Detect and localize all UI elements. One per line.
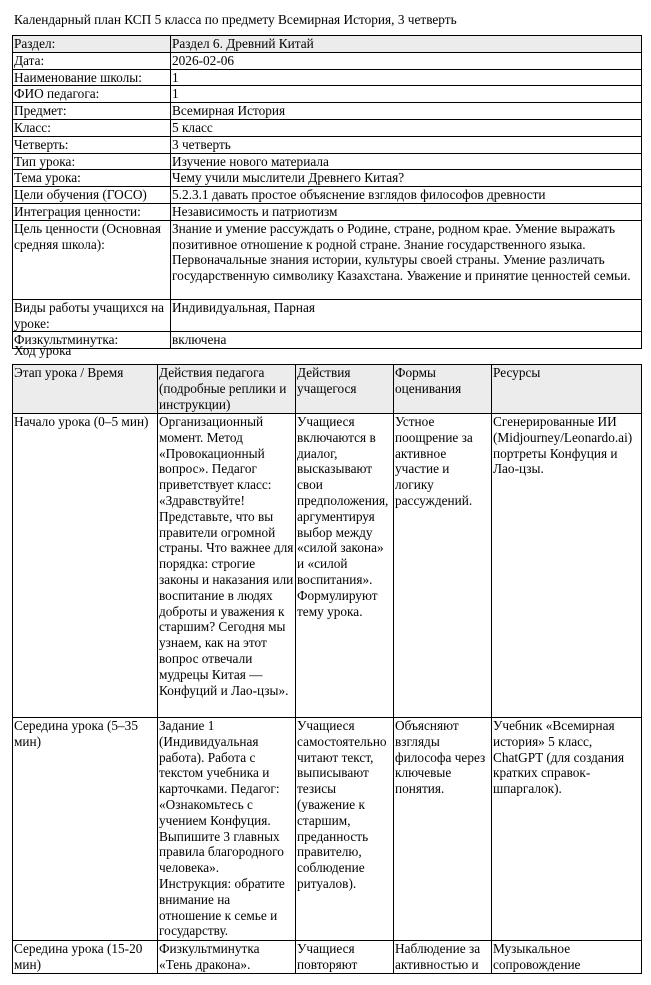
- info-key: Цель ценности (Основная средняя школа):: [13, 220, 171, 299]
- lesson-resources: Учебник «Всемирная история» 5 класс, ChatGPT (для создания кратких справок-шпаргалок).: [492, 718, 642, 941]
- lesson-resources: Сгенерированные ИИ (Midjourney/Leonardo.ai) портреты Конфуция и Лао-цзы.: [492, 414, 642, 718]
- info-row-school: [13, 69, 642, 86]
- info-key: Интеграция ценности:: [13, 203, 171, 220]
- info-key: Цели обучения (ГОСО): [13, 187, 171, 204]
- lesson-progress-heading: Ход урока: [14, 343, 72, 358]
- header-assessment: Формы оценивания: [394, 365, 492, 414]
- lesson-resources: Музыкальное сопровождение: [492, 941, 642, 974]
- info-key: Тема урока:: [13, 170, 171, 187]
- info-row-section: [13, 36, 642, 53]
- lesson-teacher-actions: Физкультминутка «Тень дракона».: [158, 941, 296, 974]
- info-row-value-integration: [13, 203, 642, 220]
- info-row-goals: [13, 187, 642, 204]
- info-key: Тип урока:: [13, 153, 171, 170]
- info-value: 5.2.3.1 давать простое объяснение взглядов философов древности: [171, 187, 642, 204]
- lesson-stage: Середина урока (5–35 мин): [13, 718, 158, 941]
- lesson-row-middle: [13, 718, 642, 941]
- info-value: Независимость и патриотизм: [171, 203, 642, 220]
- lesson-row-start: [13, 414, 642, 718]
- info-row-date: [13, 52, 642, 69]
- info-row-topic: [13, 170, 642, 187]
- lesson-student-actions: Учащиеся повторяют: [296, 941, 394, 974]
- info-row-quarter: [13, 136, 642, 153]
- info-key: Предмет:: [13, 103, 171, 120]
- info-value: 2026-02-06: [171, 52, 642, 69]
- info-row-teacher: [13, 86, 642, 103]
- info-value: Чему учили мыслители Древнего Китая?: [171, 170, 642, 187]
- info-row-work-types: [13, 299, 642, 332]
- info-key: Дата:: [13, 52, 171, 69]
- lesson-header-row: [13, 365, 642, 414]
- info-value: Всемирная История: [171, 103, 642, 120]
- info-value: 3 четверть: [171, 136, 642, 153]
- lesson-assessment: Наблюдение за активностью и: [394, 941, 492, 974]
- header-stage: Этап урока / Время: [13, 365, 158, 414]
- info-key: Наименование школы:: [13, 69, 171, 86]
- info-value: 5 класс: [171, 119, 642, 136]
- info-row-class: [13, 119, 642, 136]
- lesson-student-actions: Учащиеся включаются в диалог, высказывают свои предположения, аргументируя выбор между «силой закона» и «силой воспитания». Формулируют тему урока.: [296, 414, 394, 718]
- lesson-student-actions: Учащиеся самостоятельно читают текст, выписывают тезисы (уважение к старшим, преданность правителю, соблюдение ритуалов).: [296, 718, 394, 941]
- lesson-teacher-actions: Задание 1 (Индивидуальная работа). Работа с текстом учебника и карточками. Педагог: «Ознакомьтесь с учением Конфуция. Выпишите 3 главных правила благородного человека». Инструкция: обратите внимание на отношение к семье и государству.: [158, 718, 296, 941]
- info-row-exercise: [13, 332, 642, 349]
- info-row-lesson-type: [13, 153, 642, 170]
- info-value: Изучение нового материала: [171, 153, 642, 170]
- lesson-assessment: Объясняют взгляды философа через ключевые понятия.: [394, 718, 492, 941]
- info-key: Раздел:: [13, 36, 171, 53]
- header-student-actions: Действия учащегося: [296, 365, 394, 414]
- info-key: Четверть:: [13, 136, 171, 153]
- info-row-value-goal: [13, 220, 642, 299]
- info-row-subject: [13, 103, 642, 120]
- header-teacher-actions: Действия педагога (подробные реплики и инструкции): [158, 365, 296, 414]
- lesson-stage: Начало урока (0–5 мин): [13, 414, 158, 718]
- info-value: 1: [171, 69, 642, 86]
- header-resources: Ресурсы: [492, 365, 642, 414]
- lesson-progress-table: [12, 364, 642, 974]
- lesson-info-table: [12, 35, 642, 349]
- info-value: Раздел 6. Древний Китай: [171, 36, 642, 53]
- info-value: Индивидуальная, Парная: [171, 299, 642, 332]
- lesson-teacher-actions: Организационный момент. Метод «Провокационный вопрос». Педагог приветствует класс: «Здравствуйте! Представьте, что вы правители огромной страны. Что важнее для порядка: строгие законы и наказания или воспитание в людях доброты и уважения к старшим? Сегодня мы узнаем, как на этот вопрос отвечали мудрецы Китая — Конфуций и Лао-цзы».: [158, 414, 296, 718]
- lesson-stage: Середина урока (15-20 мин): [13, 941, 158, 974]
- info-value: 1: [171, 86, 642, 103]
- info-key: Класс:: [13, 119, 171, 136]
- document-title: Календарный план КСП 5 класса по предмету Всемирная История, 3 четверть: [14, 12, 457, 27]
- info-key: Виды работы учащихся на уроке:: [13, 299, 171, 332]
- lesson-row-exercise: [13, 941, 642, 974]
- info-key: Физкультминутка:: [13, 332, 171, 349]
- info-key: ФИО педагога:: [13, 86, 171, 103]
- lesson-assessment: Устное поощрение за активное участие и логику рассуждений.: [394, 414, 492, 718]
- info-value: включена: [171, 332, 642, 349]
- info-value: Знание и умение рассуждать о Родине, стране, родном крае. Умение выражать позитивное отношение к родной стране. Знание государственного языка. Первоначальные знания истории, культуры своей страны. Умение различать государственную символику Казахстана. Уважение и принятие ценностей семьи.: [171, 220, 642, 299]
